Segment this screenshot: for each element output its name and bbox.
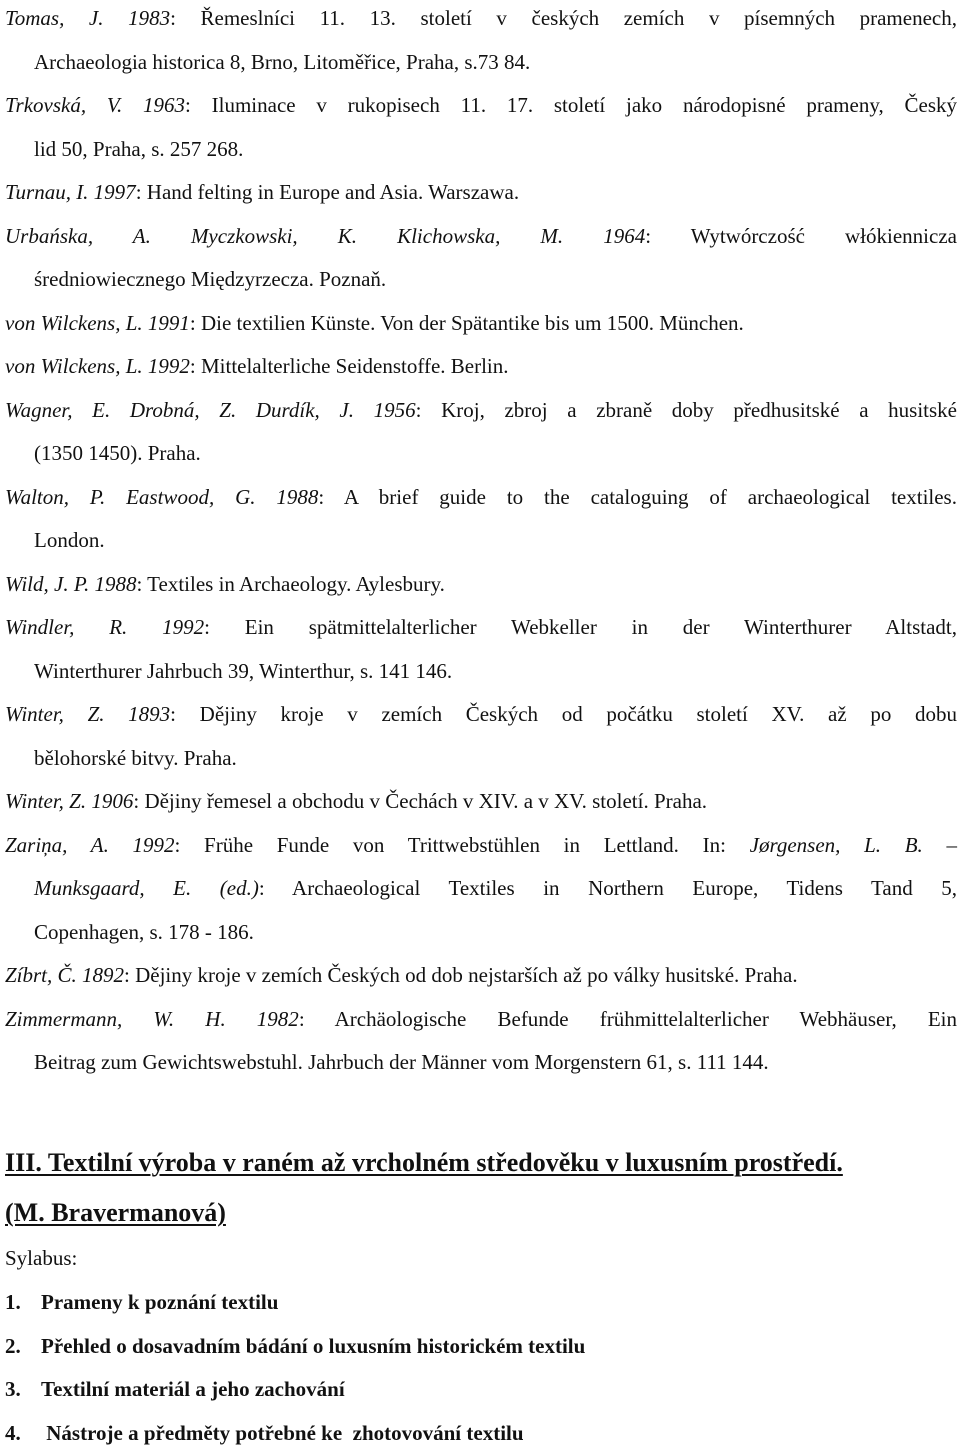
- reference-text: : Die textilien Künste. Von der Spätantike bis um 1500. München.: [190, 311, 744, 335]
- reference-text: : Iluminace v rukopisech 11. 17. století jako národopisné prameny, Český: [185, 93, 957, 117]
- section-author: (M. Bravermanová): [5, 1188, 957, 1238]
- section-title: III. Textilní výroba v raném až vrcholném středověku v luxusním prostředí.: [5, 1138, 957, 1188]
- reference-continuation: średniowiecznego Międzyrzecza. Poznaň.: [5, 258, 957, 302]
- item-number: 2.: [5, 1325, 41, 1369]
- reference-author: Winter, Z. 1893: [5, 702, 170, 726]
- reference-text: : Hand felting in Europe and Asia. Warszawa.: [136, 180, 519, 204]
- reference-text: : Dějiny řemesel a obchodu v Čechách v XIV. a v XV. století. Praha.: [133, 789, 707, 813]
- reference-continuation: (1350 1450). Praha.: [5, 432, 957, 476]
- reference-entry: Zariņa, A. 1992: Frühe Funde von Trittwebstühlen in Lettland. In: Jørgensen, L. B. – Munksgaard, E. (ed.): Archaeological Textiles in Northern Europe, Tidens Tand 5, Copenhagen, s. 178 - 186.: [5, 824, 957, 955]
- reference-continuation: Copenhagen, s. 178 - 186.: [5, 911, 957, 955]
- reference-author: Winter, Z. 1906: [5, 789, 133, 813]
- reference-continuation: London.: [5, 519, 957, 563]
- reference-entry: [5, 693, 957, 780]
- reference-author: Wild, J. P. 1988: [5, 572, 136, 596]
- reference-author: Zíbrt, Č. 1892: [5, 963, 124, 987]
- reference-author: von Wilckens, L. 1991: [5, 311, 190, 335]
- reference-entry: [5, 954, 957, 998]
- reference-text: : Dějiny kroje v zemích Českých od počátku století XV. až po dobu: [170, 702, 957, 726]
- syllabus-item: [5, 1325, 585, 1369]
- reference-author: Urbańska, A. Myczkowski, K. Klichowska, M. 1964: [5, 224, 645, 248]
- reference-entry: [5, 563, 957, 607]
- reference-continuation: : Archaeological Textiles in Northern Europe, Tidens Tand 5,: [259, 876, 957, 900]
- syllabus-item: [5, 1281, 585, 1325]
- reference-text: : Mittelalterliche Seidenstoffe. Berlin.: [190, 354, 509, 378]
- reference-entry: [5, 302, 957, 346]
- syllabus-item: [5, 1412, 585, 1455]
- reference-continuation: bělohorské bitvy. Praha.: [5, 737, 957, 781]
- bibliography-list: [5, 0, 957, 1085]
- item-number: 1.: [5, 1281, 41, 1325]
- reference-author: von Wilckens, L. 1992: [5, 354, 190, 378]
- reference-author: Trkovská, V. 1963: [5, 93, 185, 117]
- reference-author: Tomas, J. 1983: [5, 6, 170, 30]
- syllabus-list: [5, 1281, 585, 1455]
- item-number: 4.: [5, 1412, 41, 1455]
- reference-entry: [5, 0, 957, 84]
- reference-author: Windler, R. 1992: [5, 615, 204, 639]
- reference-continuation: lid 50, Praha, s. 257 268.: [5, 128, 957, 172]
- reference-editor: Jørgensen, L. B.: [750, 833, 947, 857]
- reference-entry: [5, 780, 957, 824]
- reference-entry: [5, 171, 957, 215]
- reference-text: : Dějiny kroje v zemích Českých od dob nejstarších až po války husitské. Praha.: [124, 963, 798, 987]
- reference-author: Turnau, I. 1997: [5, 180, 136, 204]
- reference-continuation: Archaeologia historica 8, Brno, Litoměřice, Praha, s.73 84.: [5, 41, 957, 85]
- item-text: Nástroje a předměty potřebné ke zhotovování textilu: [41, 1421, 524, 1445]
- reference-text: : Textiles in Archaeology. Aylesbury.: [136, 572, 444, 596]
- reference-text: : Řemeslníci 11. 13. století v českých zemích v písemných pramenech,: [170, 6, 957, 30]
- reference-editor: Munksgaard, E. (ed.): [34, 876, 259, 900]
- reference-continuation: Winterthurer Jahrbuch 39, Winterthur, s. 141 146.: [5, 650, 957, 694]
- syllabus-item: [5, 1368, 585, 1412]
- item-text: Přehled o dosavadním bádání o luxusním historickém textilu: [41, 1334, 585, 1358]
- reference-entry: [5, 84, 957, 171]
- reference-entry: [5, 606, 957, 693]
- section-heading: [5, 1138, 957, 1238]
- reference-text: : Ein spätmittelalterlicher Webkeller in der Winterthurer Altstadt,: [204, 615, 957, 639]
- reference-text: : Archäologische Befunde frühmittelalterlicher Webhäuser, Ein: [299, 1007, 957, 1031]
- reference-entry: [5, 215, 957, 302]
- syllabus-label: Sylabus:: [5, 1237, 77, 1281]
- reference-entry: [5, 345, 957, 389]
- reference-entry: [5, 998, 957, 1085]
- reference-entry: [5, 476, 957, 563]
- reference-text: : Frühe Funde von Trittwebstühlen in Lettland. In:: [175, 833, 750, 857]
- reference-text: : Kroj, zbroj a zbraně doby předhusitské a husitské: [416, 398, 957, 422]
- reference-author: Zimmermann, W. H. 1982: [5, 1007, 299, 1031]
- reference-author: Zariņa, A. 1992: [5, 833, 175, 857]
- item-number: 3.: [5, 1368, 41, 1412]
- reference-text: : Wytwórczość włókiennicza: [645, 224, 957, 248]
- item-text: Prameny k poznání textilu: [41, 1290, 278, 1314]
- reference-entry: [5, 389, 957, 476]
- reference-text: : A brief guide to the cataloguing of archaeological textiles.: [318, 485, 957, 509]
- reference-author: Walton, P. Eastwood, G. 1988: [5, 485, 318, 509]
- reference-continuation: Beitrag zum Gewichtswebstuhl. Jahrbuch der Männer vom Morgenstern 61, s. 111 144.: [5, 1041, 957, 1085]
- reference-author: Wagner, E. Drobná, Z. Durdík, J. 1956: [5, 398, 416, 422]
- item-text: Textilní materiál a jeho zachování: [41, 1377, 345, 1401]
